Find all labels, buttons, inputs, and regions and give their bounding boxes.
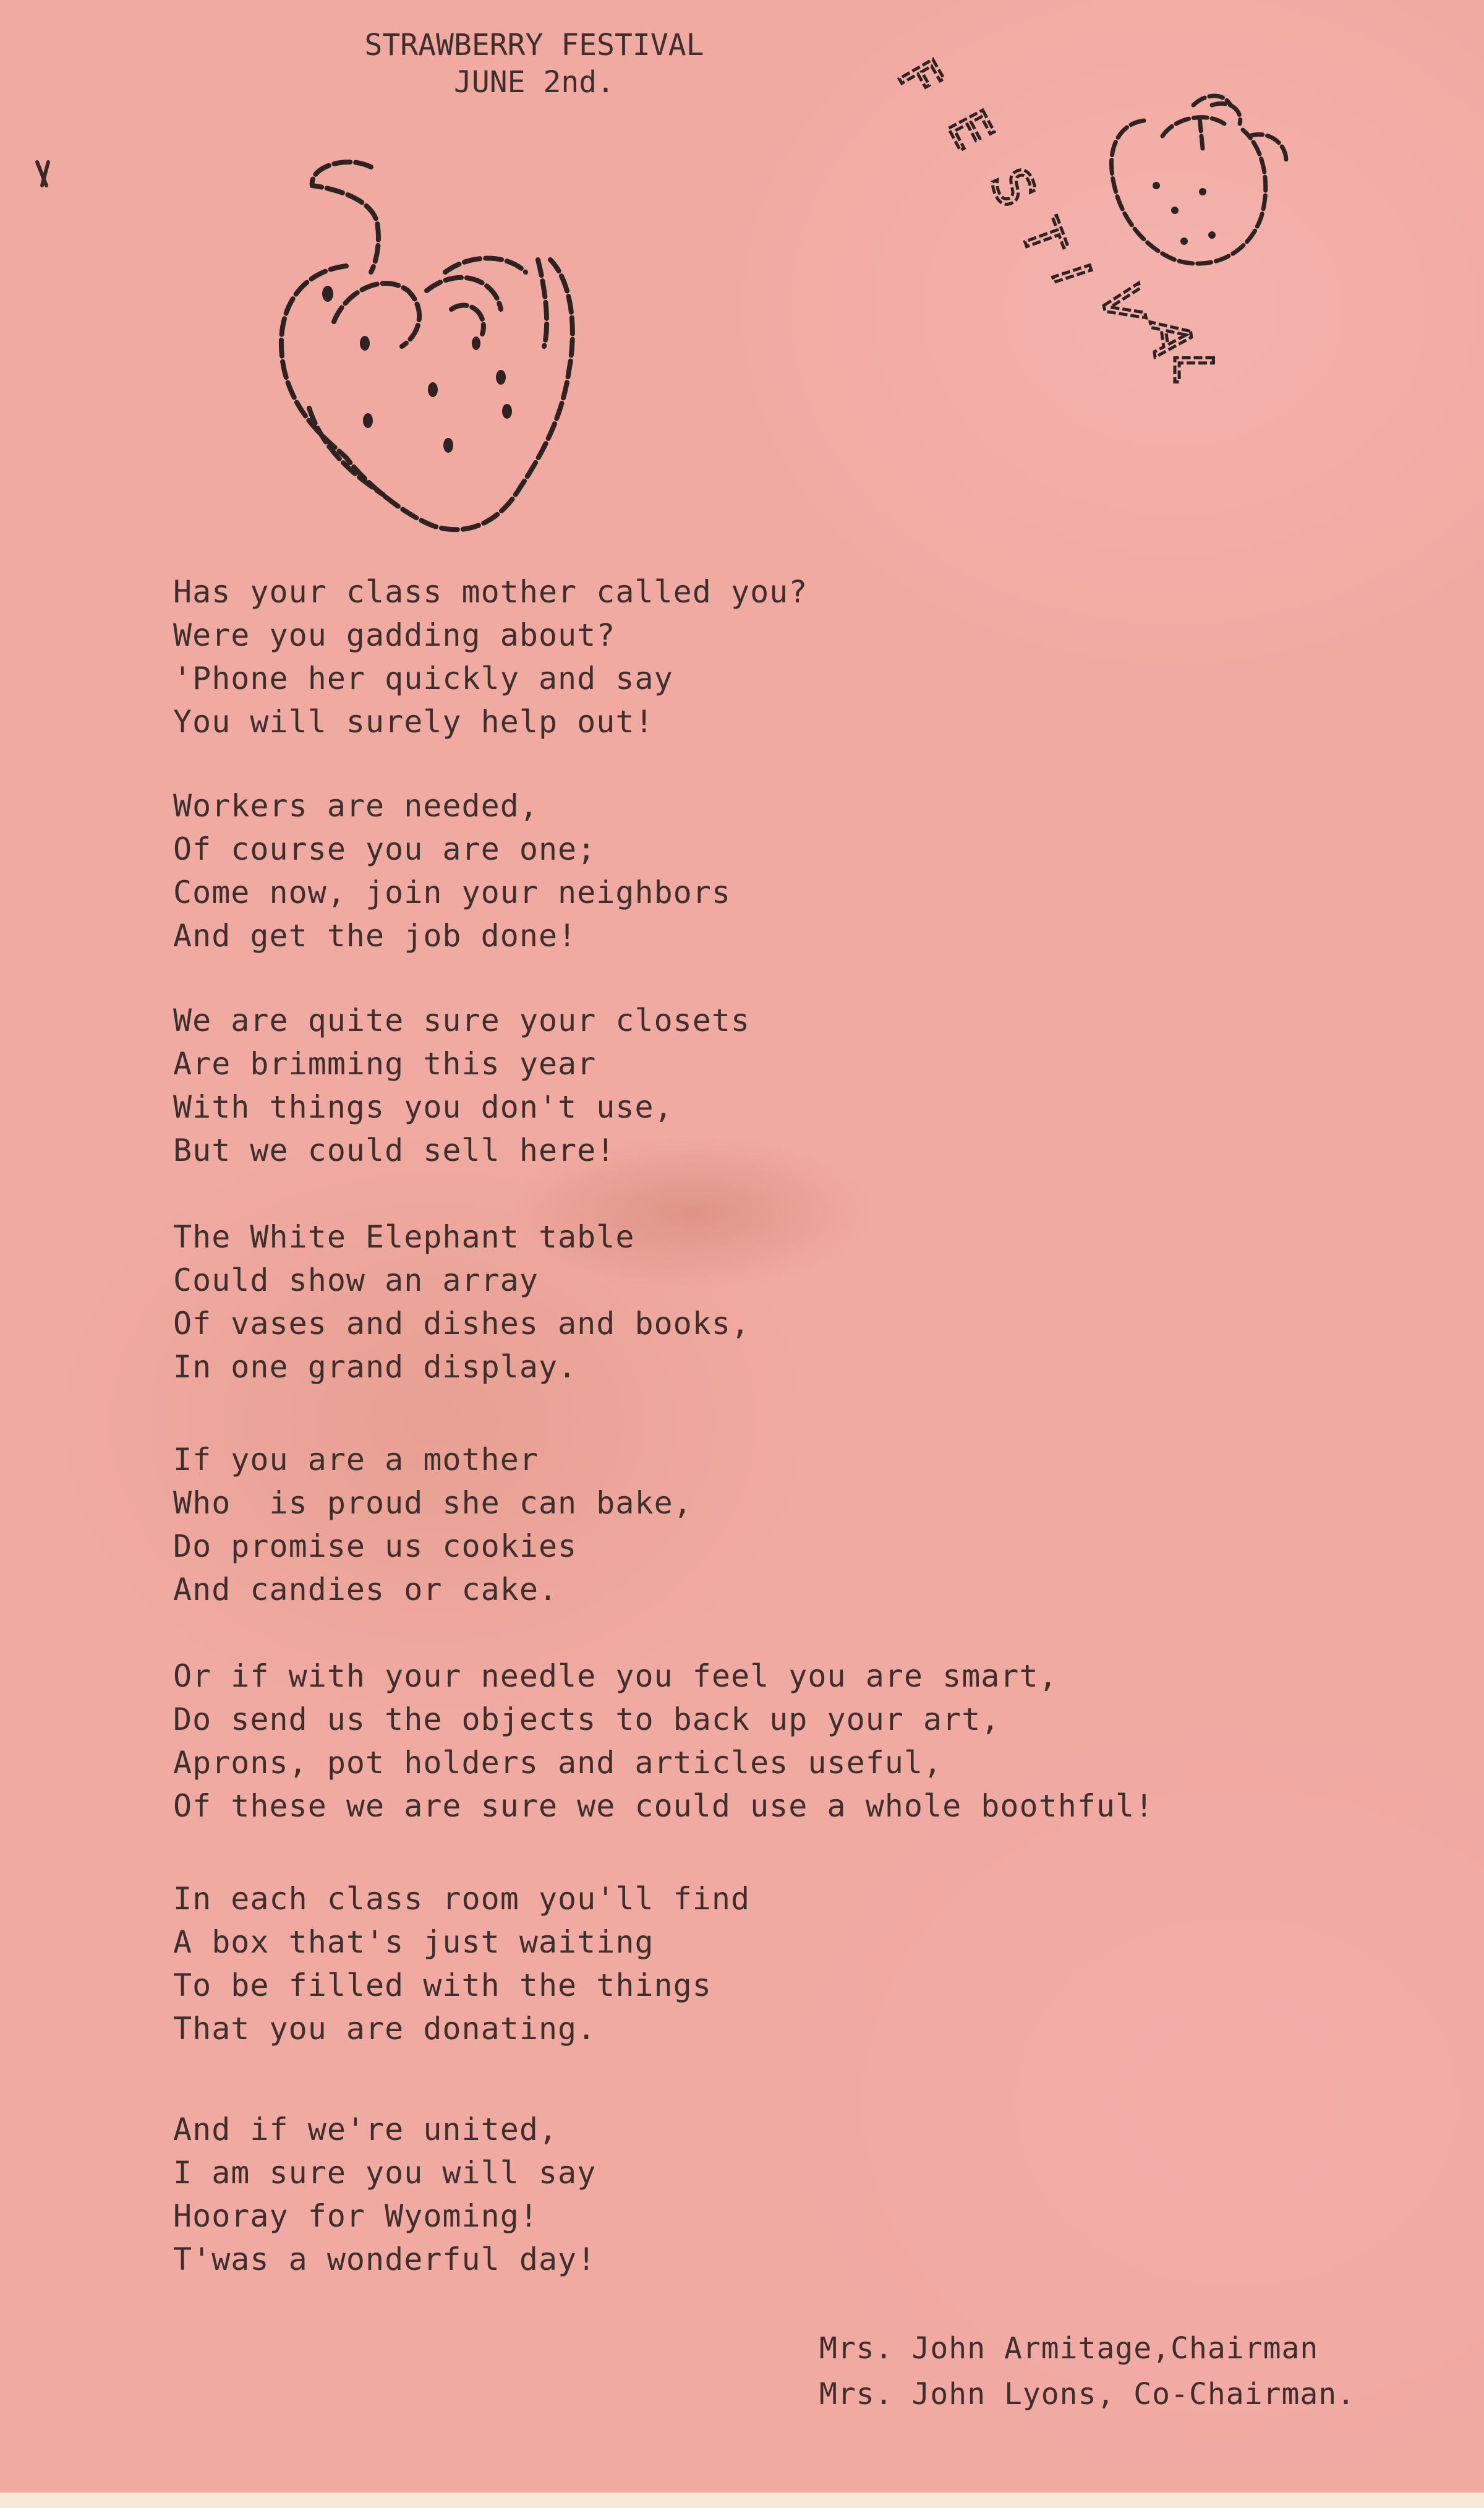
poem-line: Of these we are sure we could use a whole boothful!: [173, 1788, 1154, 1824]
svg-text:A: A: [1137, 315, 1204, 360]
poem-line: Workers are needed,: [173, 788, 539, 824]
stanza-4: [173, 1215, 750, 1389]
poem-line: In one grand display.: [173, 1349, 578, 1385]
poem-line: If you are a mother: [173, 1442, 539, 1478]
svg-text:I: I: [1039, 257, 1102, 291]
document-title: STRAWBERRY FESTIVAL: [364, 28, 704, 62]
svg-text:F: F: [885, 49, 955, 108]
poem-line: We are quite sure your closets: [173, 1003, 751, 1038]
document-date: JUNE 2nd.: [453, 65, 615, 100]
svg-text:T: T: [1008, 212, 1078, 264]
poem-line: Are brimming this year: [173, 1046, 597, 1082]
poem-line: To be filled with the things: [173, 1967, 712, 2003]
poem-line: But we could sell here!: [173, 1132, 616, 1168]
co-chairman-name: Mrs. John Lyons, Co-Chairman.: [819, 2377, 1356, 2412]
poem-line: With things you don't use,: [173, 1089, 673, 1125]
svg-text:S: S: [977, 159, 1048, 216]
poem-line: That you are donating.: [173, 2011, 597, 2047]
stanza-2: [173, 784, 731, 957]
poem-line: Of vases and dishes and books,: [173, 1306, 751, 1342]
poem-line: In each class room you'll find: [173, 1881, 751, 1917]
chairman-name: Mrs. John Armitage,Chairman: [819, 2331, 1319, 2366]
poem-line: And candies or cake.: [173, 1572, 558, 1607]
poem-line: A box that's just waiting: [173, 1924, 654, 1960]
stanza-6: [173, 1654, 1154, 1828]
poem-line: Were you gadding about?: [173, 617, 616, 653]
poem-line: Of course you are one;: [173, 831, 597, 867]
poem-line: Do send us the objects to back up your art,: [173, 1701, 1000, 1737]
stanza-5: [173, 1438, 693, 1611]
poem-line: 'Phone her quickly and say: [173, 661, 673, 696]
stanza-1: [173, 570, 808, 743]
stanza-7: [173, 1877, 750, 2050]
poem-line: Do promise us cookies: [173, 1528, 578, 1564]
poem-line: Aprons, pot holders and articles useful,: [173, 1745, 943, 1781]
poem-line: You will surely help out!: [173, 704, 654, 740]
svg-text:E: E: [934, 100, 1005, 160]
poem-line: Come now, join your neighbors: [173, 875, 731, 910]
poem-line: Hooray for Wyoming!: [173, 2198, 539, 2234]
poem-line: And get the job done!: [173, 918, 578, 954]
poem-line: Has your class mother called you?: [173, 574, 808, 610]
poem-line: Could show an array: [173, 1262, 539, 1298]
poem-line: Who is proud she can bake,: [173, 1485, 693, 1521]
poem-line: And if we're united,: [173, 2112, 558, 2147]
poem-line: T'was a wonderful day!: [173, 2241, 597, 2277]
signature-block: [819, 2326, 1355, 2417]
poem-line: Or if with your needle you feel you are smart,: [173, 1658, 1058, 1694]
stanza-8: [173, 2108, 596, 2281]
stanza-3: [173, 999, 750, 1172]
poem-line: I am sure you will say: [173, 2155, 597, 2191]
svg-text:L: L: [1162, 353, 1224, 382]
poem-line: The White Elephant table: [173, 1219, 635, 1255]
svg-text:V: V: [1088, 280, 1156, 329]
page-edge: [0, 2493, 1484, 2508]
